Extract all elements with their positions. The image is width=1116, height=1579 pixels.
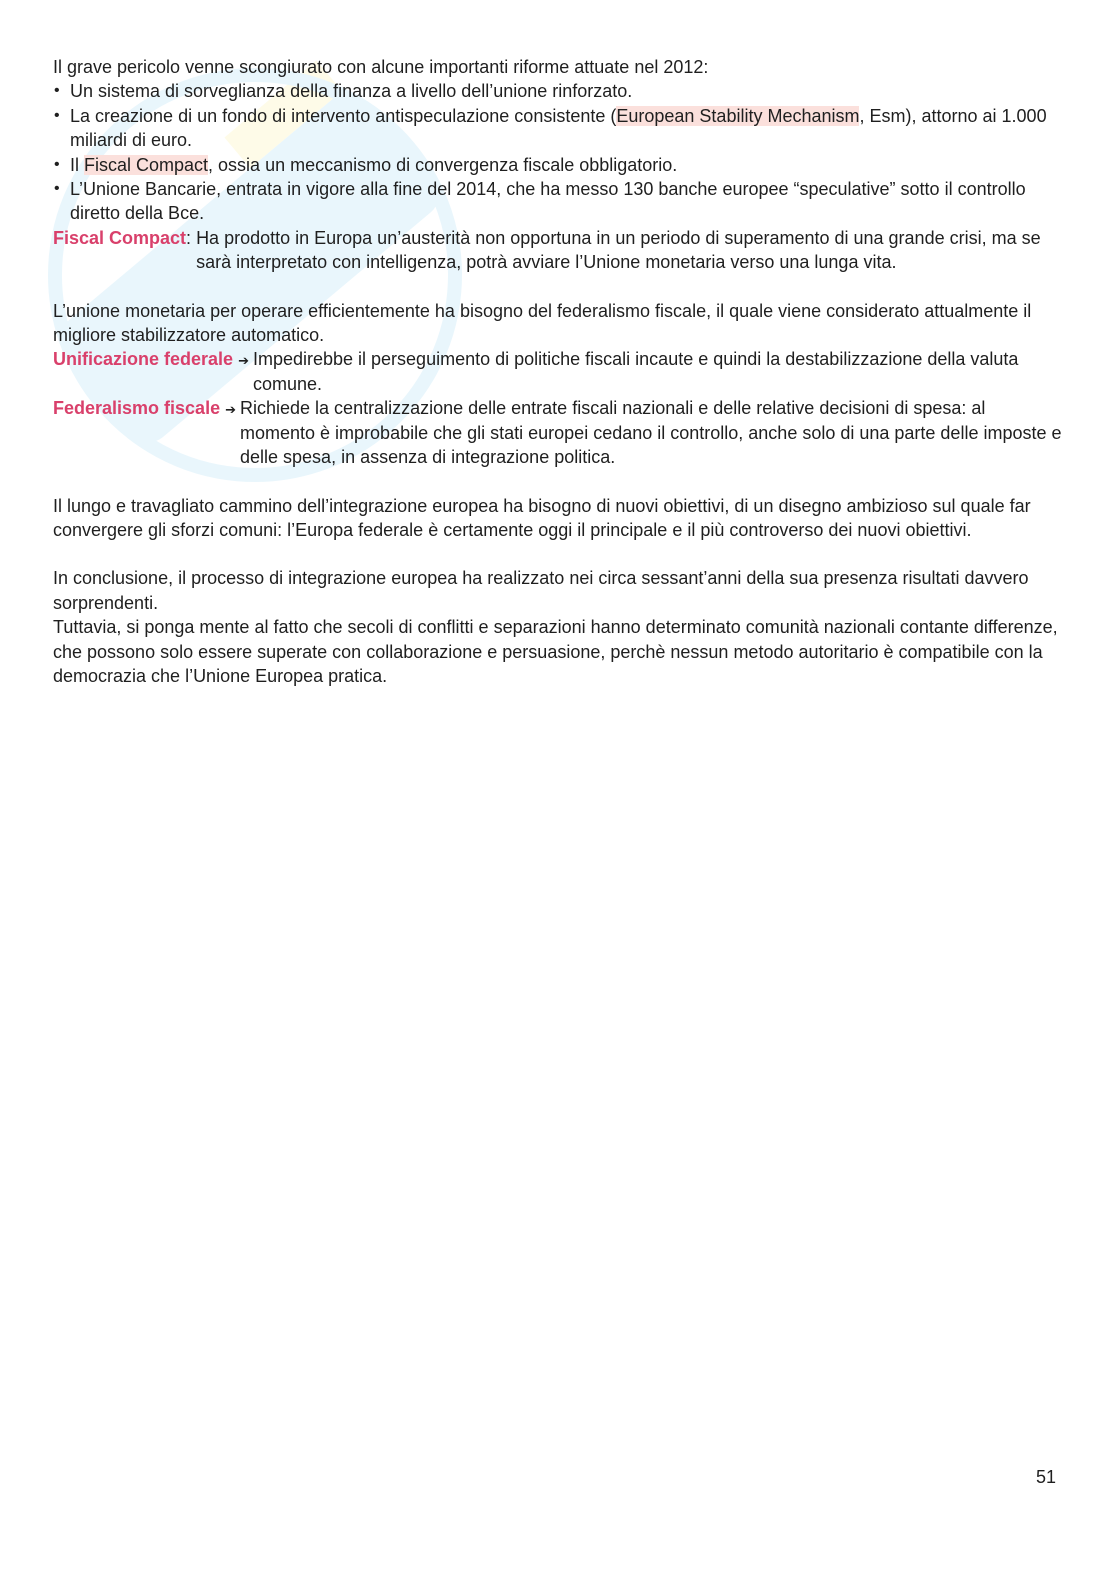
term-federalismo-fiscale: Federalismo fiscale [53,398,221,419]
definition-unificazione-federale [53,347,1063,396]
term-fiscal-compact: Fiscal Compact [53,227,187,248]
bullet-2-post: , Esm), attorno ai 1.000 miliardi di euro. [70,105,1047,151]
list-item [53,104,1063,153]
list-item [53,79,1063,103]
intro-line: Il grave pericolo venne scongiurato con alcune importanti riforme attuate nel 2012: [53,57,709,77]
highlight-esm: European Stability Mechanism [616,105,860,126]
definition-fiscal-compact-text: Ha prodotto in Europa un’austerità non opportuna in un periodo di superamento di una grande crisi, ma se sarà interpretato con intelligenza, potrà avviare l’Unione monetaria verso una lunga vita. [196,227,1041,273]
highlight-fiscal-compact: Fiscal Compact [84,154,209,175]
bullet-3-pre: Il [70,154,85,175]
term-unificazione-federale: Unificazione federale [53,349,234,370]
list-item [53,177,1063,226]
bullet-4-text: L’Unione Bancarie, entrata in vigore alla fine del 2014, che ha messo 130 banche europee “speculative” sotto il controllo diretto della Bce. [70,179,1026,224]
bullet-2-pre: La creazione di un fondo di intervento antispeculazione consistente ( [70,105,617,126]
reform-list [53,79,1063,225]
closing-paragraph-3: Tuttavia, si ponga mente al fatto che secoli di conflitti e separazioni hanno determinato comunità nazionali contante differenze, che possono solo essere superate con collaborazione e persuasione, perchè nessun metodo autoritario è compatibile con la democrazia che l’Unione Europea pratica. [53,617,1058,686]
term-colon: : [186,227,192,248]
definition-unificazione-federale-text: Impedirebbe il perseguimento di politiche fiscali incaute e quindi la destabilizzazione della valuta comune. [252,349,1019,394]
document-body [53,55,1063,688]
bullet-3-post: , ossia un meccanismo di convergenza fiscale obbligatorio. [208,154,678,175]
definition-federalismo-fiscale-text: Richiede la centralizzazione delle entrate fiscali nazionali e delle relative decisioni di spesa: al momento è improbabile che gli stati europei cedano il controllo, anche solo di una parte delle imposte e delle spesa, in assenza di integrazione politica. [240,398,1062,468]
page-number: 51 [1035,1467,1056,1487]
union-paragraph: L’unione monetaria per operare efficientemente ha bisogno del federalismo fiscale, il quale viene considerato attualmente il migliore stabilizzatore automatico. [53,300,1032,346]
closing-paragraph-1: Il lungo e travagliato cammino dell’integrazione europea ha bisogno di nuovi obiettivi, di un disegno ambizioso sul quale far convergere gli sforzi comuni: l’Europa federale è certamente oggi il principale e il più controverso dei nuovi obiettivi. [53,495,1031,540]
list-item [53,153,1063,177]
definition-fiscal-compact [53,226,1063,275]
bullet-1-text: Un sistema di sorveglianza della finanza a livello dell’unione rinforzato. [70,81,633,102]
arrow-right-icon: ➔ [225,402,236,418]
definition-federalismo-fiscale [53,396,1063,469]
closing-paragraph-2: In conclusione, il processo di integrazione europea ha realizzato nei circa sessant’anni della sua presenza risultati davvero sorprendenti. [53,568,1029,613]
arrow-right-icon: ➔ [238,353,249,369]
